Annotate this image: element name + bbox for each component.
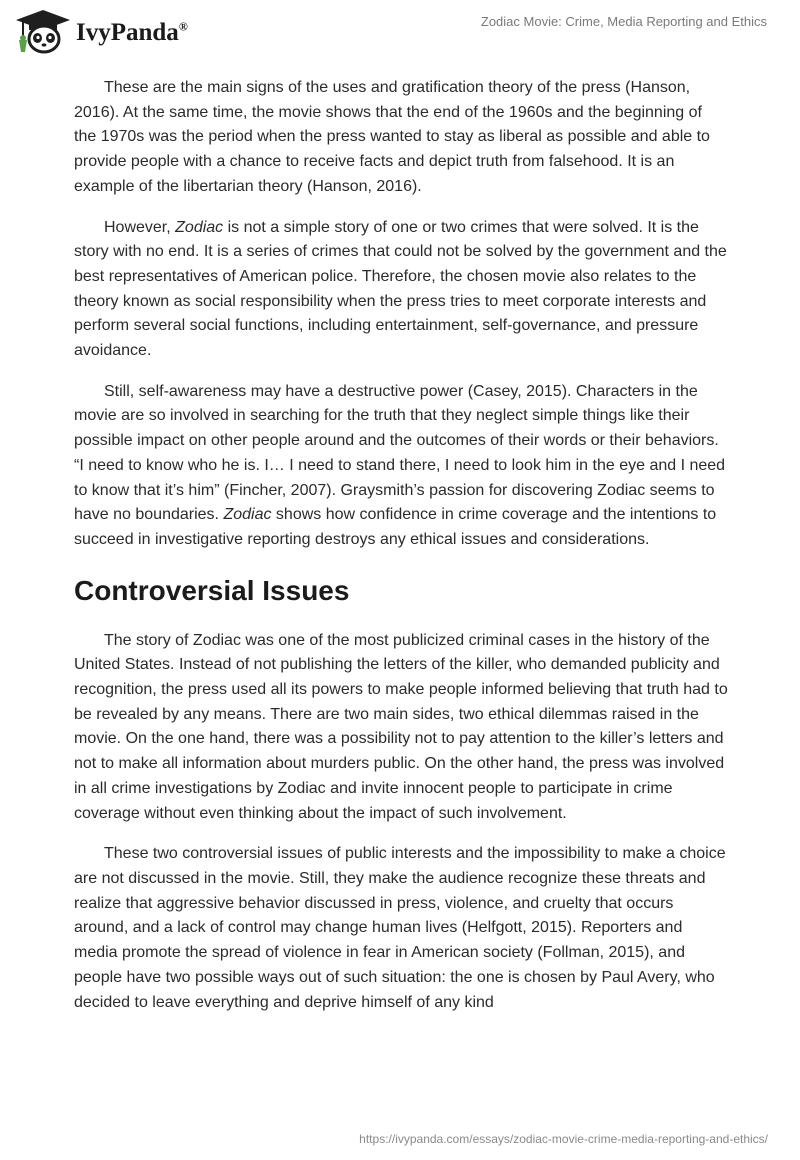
logo[interactable] bbox=[14, 8, 188, 54]
section-heading: Controversial Issues bbox=[74, 574, 350, 606]
essay-body bbox=[74, 70, 728, 1031]
document-title: Zodiac Movie: Crime, Media Reporting and Ethics bbox=[480, 14, 767, 29]
paragraph-uses-gratification: These are the main signs of the uses and gratification theory of the press (Hanson, 2016). At the same time, the movie shows that the end of the 1960s and the beginning of the 1970s was the period when the press wanted to stay as liberal as possible and able to provide people with a chance to receive facts and depict truth from falsehood. It is an example of the libertarian theory (Hanson, 2016). bbox=[74, 79, 710, 195]
panda-graduate-icon bbox=[14, 8, 72, 54]
paragraph-publicized-case: The story of Zodiac was one of the most publicized criminal cases in the history of the United States. Instead of not publishing the letters of the killer, who demanded publicity and recognition, the press used all its powers to make people informed believing that truth had to be revealed by any means. There are two main sides, two ethical dilemmas raised in the movie. On the one hand, there was a possibility not to pay attention to the killer’s letters and not to make all information about murders public. On the other hand, the press was involved in all crime investigations by Zodiac and invite innocent people to participate in crime coverage without even thinking about the impact of such involvement. bbox=[74, 631, 728, 822]
brand-name: IvyPanda® bbox=[76, 19, 188, 46]
paragraph-self-awareness: Still, self-awareness may have a destructive power (Casey, 2015). Characters in the movie are so involved in searching for the truth that they neglect simple things like their possible impact on other people around and the outcomes of their words or their behaviors. “I need to know who he is. I… I need to stand there, I need to look him in the eye and I need to know that it’s him” (Fincher, 2007). Graysmith’s passion for discovering Zodiac seems to have no boundaries. Zodiac shows how confidence in crime coverage and the intentions to succeed in investigative reporting destroys any ethical issues and considerations. bbox=[74, 382, 726, 548]
paragraph-social-responsibility: However, Zodiac is not a simple story of one or two crimes that were solved. It is the story with no end. It is a series of crimes that could not be solved by the government and the best representatives of American police. Therefore, the chosen movie also relates to the theory known as social responsibility when the press tries to meet corporate interests and perform several social functions, including entertainment, self-governance, and pressure avoidance. bbox=[74, 218, 727, 360]
paragraph-controversial-issues: These two controversial issues of public interests and the impossibility to make a choice are not discussed in the movie. Still, they make the audience recognize these threats and realize that aggressive behavior discussed in press, violence, and cruelty that occurs around, and a lack of control may change human lives (Helfgott, 2015). Reporters and media promote the spread of violence in fear in American society (Follman, 2015), and people have two possible ways out of such situation: the one is chosen by Paul Avery, who decided to leave everything and deprive himself of any kind bbox=[74, 845, 726, 1011]
source-url[interactable]: https://ivypanda.com/essays/zodiac-movie-crime-media-reporting-and-ethics/ bbox=[359, 1132, 768, 1146]
page-header bbox=[0, 0, 800, 70]
